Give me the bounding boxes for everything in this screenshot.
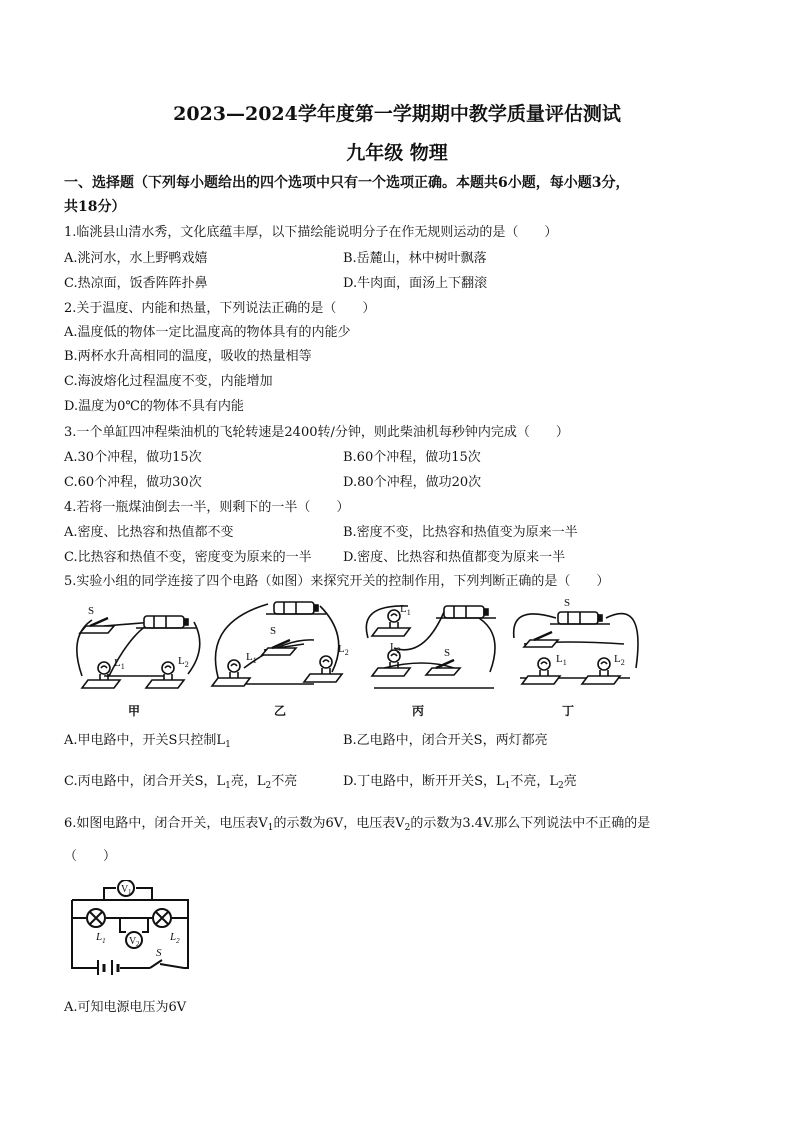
q4-option-d: D.密度、比热容和热值都变为原来一半: [343, 550, 566, 565]
svg-text:2: 2: [136, 940, 140, 948]
exam-title: 2023—2024学年度第一学期期中教学质量评估测试: [173, 103, 621, 125]
q5-option-c: C.丙电路中，闭合开关S，$L_1$亮，$L_2$不亮: [64, 774, 298, 791]
fig-caption-bing: 丙: [412, 704, 425, 718]
exam-subtitle: 九年级 物理: [346, 142, 448, 164]
svg-text:L2: $L_2$: [614, 653, 625, 667]
q6-stem: 6.如图电路中，闭合开关，电压表$V_1$的示数为6V，电压表$V_2$的示数为3.4V.那么下列说法中不正确的是: [64, 816, 651, 833]
q6-paren: （ ）: [64, 849, 117, 864]
svg-text:S: S: [444, 647, 451, 659]
fig-label-l1: $L_1$: [114, 657, 125, 671]
q3-option-c: C.60个冲程，做功30次: [64, 475, 202, 490]
svg-text:L2: $L_2$: [170, 931, 180, 945]
fig-caption-ding: 丁: [562, 704, 575, 718]
svg-text:L2: $L_2$: [390, 641, 401, 655]
q3-option-d: D.80个冲程，做功20次: [343, 475, 482, 490]
q1-option-c: C.热凉面，饭香阵阵扑鼻: [64, 276, 208, 291]
q1-option-b: B.岳麓山，林中树叶飘落: [343, 251, 487, 266]
q5-option-a: A.甲电路中，开关S只控制$L_1$: [64, 733, 231, 750]
q3-stem: 3.一个单缸四冲程柴油机的飞轮转速是2400转/分钟，则此柴油机每秒钟内完成（ ）: [64, 425, 569, 440]
q5-option-d: D.丁电路中，断开开关S，$L_1$不亮，$L_2$亮: [343, 774, 577, 791]
q2-option-a: A.温度低的物体一定比温度高的物体具有的内能少: [64, 325, 351, 340]
q3-option-b: B.60个冲程，做功15次: [343, 450, 481, 465]
section-heading: 一、选择题（下列每小题给出的四个选项中只有一个选项正确。本题共6小题，每小题3分，: [64, 175, 630, 191]
svg-text:L1: $L_1$: [246, 651, 257, 665]
svg-text:S: S: [564, 598, 571, 609]
svg-text:L1: $L_1$: [96, 931, 106, 945]
fig-caption-jia: 甲: [128, 704, 141, 718]
circuit-ding: [514, 598, 638, 684]
circuit-bing: [366, 603, 496, 688]
svg-text:S: S: [156, 947, 162, 959]
q4-option-c: C.比热容和热值不变，密度变为原来的一半: [64, 550, 312, 565]
svg-text:V: V: [121, 884, 129, 895]
q1-stem: 1.临洮县山清水秀，文化底蕴丰厚，以下描绘能说明分子在作无规则运动的是（ ）: [64, 225, 558, 240]
svg-text:S: S: [270, 625, 277, 637]
circuit-jia: [77, 605, 200, 688]
battery-icon: [98, 960, 118, 975]
q1-option-a: A.洮河水，水上野鸭戏嬉: [64, 251, 208, 266]
q2-option-c: C.海波熔化过程温度不变，内能增加: [64, 374, 273, 389]
q5-stem: 5.实验小组的同学连接了四个电路（如图）来探究开关的控制作用，下列判断正确的是（ ）: [64, 574, 610, 589]
svg-text:L1: $L_1$: [556, 653, 567, 667]
fig-caption-yi: 乙: [274, 704, 287, 718]
q5-circuit-figure: [64, 598, 644, 702]
q2-stem: 2.关于温度、内能和热量，下列说法正确的是（ ）: [64, 301, 376, 316]
q4-stem: 4.若将一瓶煤油倒去一半，则剩下的一半（ ）: [64, 500, 350, 515]
section-heading-cont: 共18分）: [64, 199, 126, 215]
q3-option-a: A.30个冲程，做功15次: [64, 450, 202, 465]
q1-option-d: D.牛肉面，面汤上下翻滚: [343, 276, 488, 291]
q5-option-b: B.乙电路中，闭合开关S，两灯都亮: [343, 733, 548, 748]
svg-text:1: 1: [128, 888, 132, 896]
fig-label-l2: $L_2$: [178, 655, 189, 669]
circuit-yi: [212, 602, 349, 686]
q6-circuit-diagram: [64, 880, 194, 975]
svg-text:V: V: [129, 936, 137, 947]
q4-option-a: A.密度、比热容和热值都不变: [64, 525, 234, 540]
fig-label-s: S: [88, 605, 95, 617]
q4-option-b: B.密度不变，比热容和热值变为原来一半: [343, 525, 578, 540]
svg-text:L2: $L_2$: [338, 643, 349, 657]
q2-option-b: B.两杯水升高相同的温度，吸收的热量相等: [64, 349, 312, 364]
svg-text:L1: $L_1$: [400, 603, 411, 617]
q2-option-d: D.温度为0℃的物体不具有内能: [64, 399, 244, 414]
q6-option-a: A.可知电源电压为6V: [64, 1000, 187, 1015]
